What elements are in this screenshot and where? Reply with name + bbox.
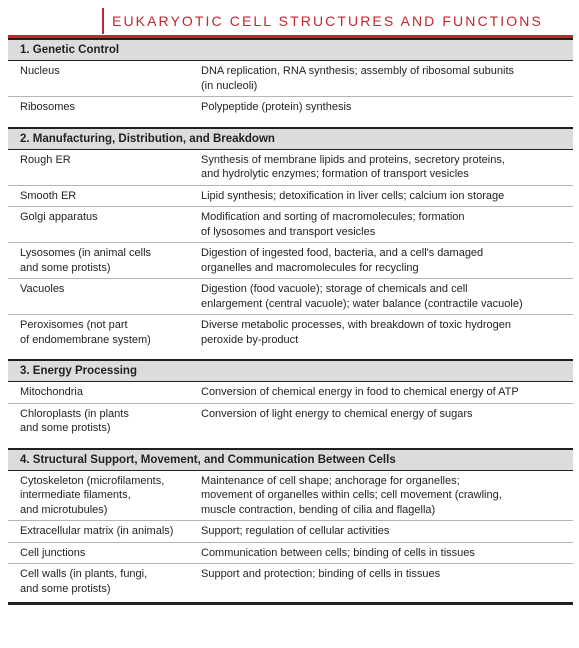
structure-cell: Cell junctions [20,546,86,559]
page-title: EUKARYOTIC CELL STRUCTURES AND FUNCTIONS [112,13,543,29]
table-row [8,382,573,404]
structure-cell: Nucleus [20,65,60,77]
function-cell: Communication between cells; binding of cells in tissues [201,546,475,559]
table-section [8,359,573,439]
function-cell: Support and protection; binding of cells in tissues [201,568,441,580]
table-section [8,127,573,351]
function-cell: Maintenance of cell shape; anchorage for organelles; movement of organelles within cells; cell movement (crawling, muscle contraction, bending of cilia and flagella) [201,474,502,516]
section-heading: 4. Structural Support, Movement, and Communication Between Cells [8,448,573,471]
structure-cell: Cell walls (in plants, fungi, and some protists) [20,568,148,595]
table-section [8,38,573,118]
table-row [8,243,573,279]
function-cell: Synthesis of membrane lipids and proteins, secretory proteins, and hydrolytic enzymes; formation of transport vesicles [201,153,505,180]
section-heading: 3. Energy Processing [8,359,573,382]
function-cell: Modification and sorting of macromolecules; formation of lysosomes and transport vesicles [201,211,465,238]
function-cell: Digestion (food vacuole); storage of chemicals and cell enlargement (central vacuole); water balance (contractile vacuole) [201,283,523,310]
structure-cell: Peroxisomes (not part of endomembrane system) [20,319,151,346]
structure-cell: Extracellular matrix (in animals) [20,525,174,537]
structures-table [8,38,573,605]
structure-cell: Vacuoles [20,283,65,295]
structure-cell: Smooth ER [20,189,77,202]
table-row [8,61,573,97]
table-row [8,186,573,208]
table-section [8,448,573,600]
function-cell: DNA replication, RNA synthesis; assembly of ribosomal subunits (in nucleoli) [201,65,515,92]
table-row [8,150,573,186]
structure-cell: Lysosomes (in animal cells and some protists) [20,247,152,274]
table-row [8,471,573,522]
table-row [8,404,573,439]
table-row [8,97,573,118]
table-row [8,279,573,315]
function-cell: Conversion of light energy to chemical energy of sugars [201,407,473,420]
function-cell: Lipid synthesis; detoxification in liver cells; calcium ion storage [201,189,505,202]
title-bar [102,8,543,34]
section-heading: 1. Genetic Control [8,38,573,61]
structure-cell: Cytoskeleton (microfilaments, intermediate filaments, and microtubules) [20,474,165,516]
function-cell: Conversion of chemical energy in food to chemical energy of ATP [201,386,519,398]
structure-cell: Rough ER [20,153,71,166]
table-row [8,521,573,543]
structure-cell: Golgi apparatus [20,211,98,223]
structure-cell: Chloroplasts (in plants and some protists) [20,407,129,434]
structure-cell: Mitochondria [20,386,83,398]
section-heading: 2. Manufacturing, Distribution, and Breakdown [8,127,573,150]
function-cell: Support; regulation of cellular activities [201,525,390,537]
table-row [8,543,573,565]
structure-cell: Ribosomes [20,101,76,113]
table-row [8,315,573,350]
table-row [8,207,573,243]
function-cell: Digestion of ingested food, bacteria, and a cell's damaged organelles and macromolecules for recycling [201,247,484,274]
function-cell: Diverse metabolic processes, with breakdown of toxic hydrogen peroxide by-product [201,319,511,346]
function-cell: Polypeptide (protein) synthesis [201,101,352,113]
bottom-rule [8,602,573,605]
table-row [8,564,573,599]
